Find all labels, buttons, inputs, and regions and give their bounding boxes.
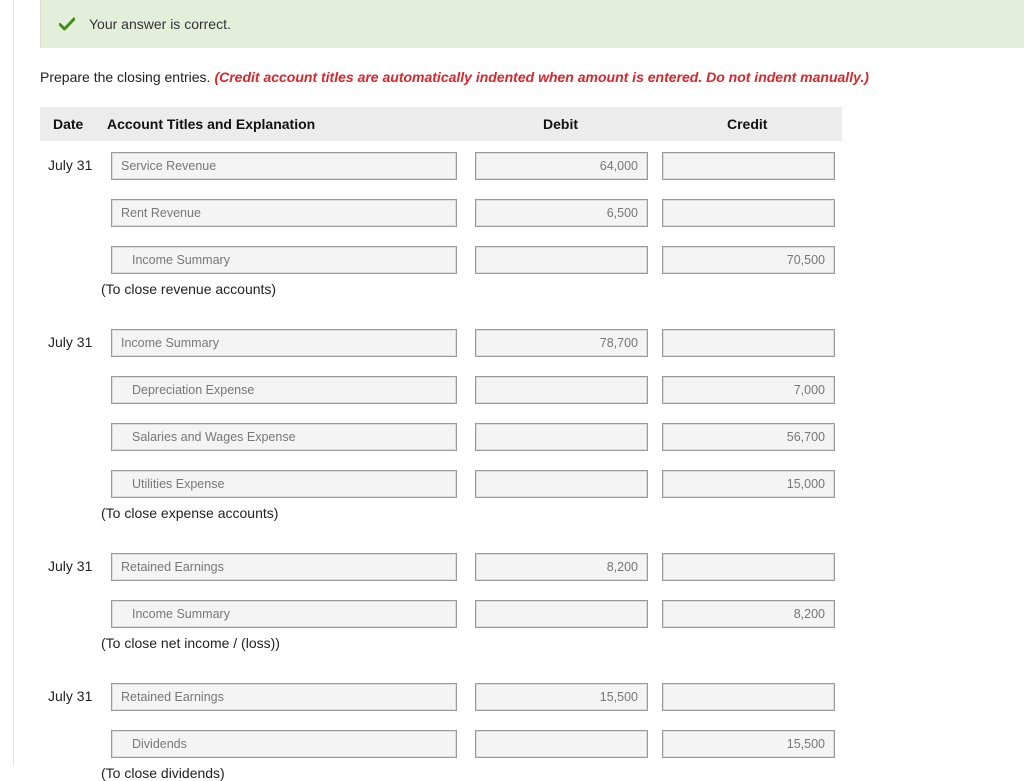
entry-explanation: (To close expense accounts) — [101, 505, 279, 521]
entry-date: July 31 — [48, 334, 93, 350]
debit-field[interactable] — [475, 600, 648, 628]
debit-field[interactable] — [475, 246, 648, 274]
credit-field[interactable]: 15,500 — [662, 730, 835, 758]
credit-field[interactable] — [662, 152, 835, 180]
feedback-message: Your answer is correct. — [89, 16, 231, 32]
account-title-field[interactable]: Retained Earnings — [111, 683, 457, 711]
entry-explanation: (To close revenue accounts) — [101, 281, 277, 297]
credit-field[interactable] — [662, 683, 835, 711]
credit-field[interactable] — [662, 199, 835, 227]
credit-field[interactable]: 15,000 — [662, 470, 835, 498]
entry-explanation: (To close dividends) — [101, 765, 225, 781]
header-debit: Debit — [543, 116, 578, 132]
credit-field[interactable] — [662, 329, 835, 357]
debit-field[interactable] — [475, 730, 648, 758]
debit-field[interactable]: 15,500 — [475, 683, 648, 711]
debit-field[interactable]: 6,500 — [475, 199, 648, 227]
header-date: Date — [53, 116, 84, 132]
credit-field[interactable]: 8,200 — [662, 600, 835, 628]
account-title-field[interactable]: Retained Earnings — [111, 553, 457, 581]
account-title-field[interactable]: Depreciation Expense — [111, 376, 457, 404]
entry-date: July 31 — [48, 558, 93, 574]
account-title-field[interactable]: Dividends — [111, 730, 457, 758]
left-border — [13, 0, 14, 766]
debit-field[interactable]: 64,000 — [475, 152, 648, 180]
header-credit: Credit — [727, 116, 768, 132]
credit-field[interactable] — [662, 553, 835, 581]
account-title-field[interactable]: Income Summary — [111, 329, 457, 357]
instructions — [40, 69, 869, 85]
account-title-field[interactable]: Salaries and Wages Expense — [111, 423, 457, 451]
check-icon — [59, 17, 75, 31]
entry-explanation: (To close net income / (loss)) — [101, 635, 280, 651]
account-title-field[interactable]: Service Revenue — [111, 152, 457, 180]
header-account: Account Titles and Explanation — [107, 116, 316, 132]
debit-field[interactable] — [475, 423, 648, 451]
account-title-field[interactable]: Income Summary — [111, 600, 457, 628]
instructions-text: Prepare the closing entries. — [40, 69, 211, 85]
account-title-field[interactable]: Income Summary — [111, 246, 457, 274]
feedback-banner — [40, 0, 1024, 48]
credit-field[interactable]: 7,000 — [662, 376, 835, 404]
account-title-field[interactable]: Rent Revenue — [111, 199, 457, 227]
debit-field[interactable]: 8,200 — [475, 553, 648, 581]
entry-date: July 31 — [48, 688, 93, 704]
credit-field[interactable]: 70,500 — [662, 246, 835, 274]
debit-field[interactable] — [475, 376, 648, 404]
entry-date: July 31 — [48, 157, 93, 173]
table-header — [40, 107, 842, 141]
instructions-note: (Credit account titles are automatically indented when amount is entered. Do not indent manually.) — [214, 69, 869, 85]
credit-field[interactable]: 56,700 — [662, 423, 835, 451]
debit-field[interactable]: 78,700 — [475, 329, 648, 357]
account-title-field[interactable]: Utilities Expense — [111, 470, 457, 498]
debit-field[interactable] — [475, 470, 648, 498]
